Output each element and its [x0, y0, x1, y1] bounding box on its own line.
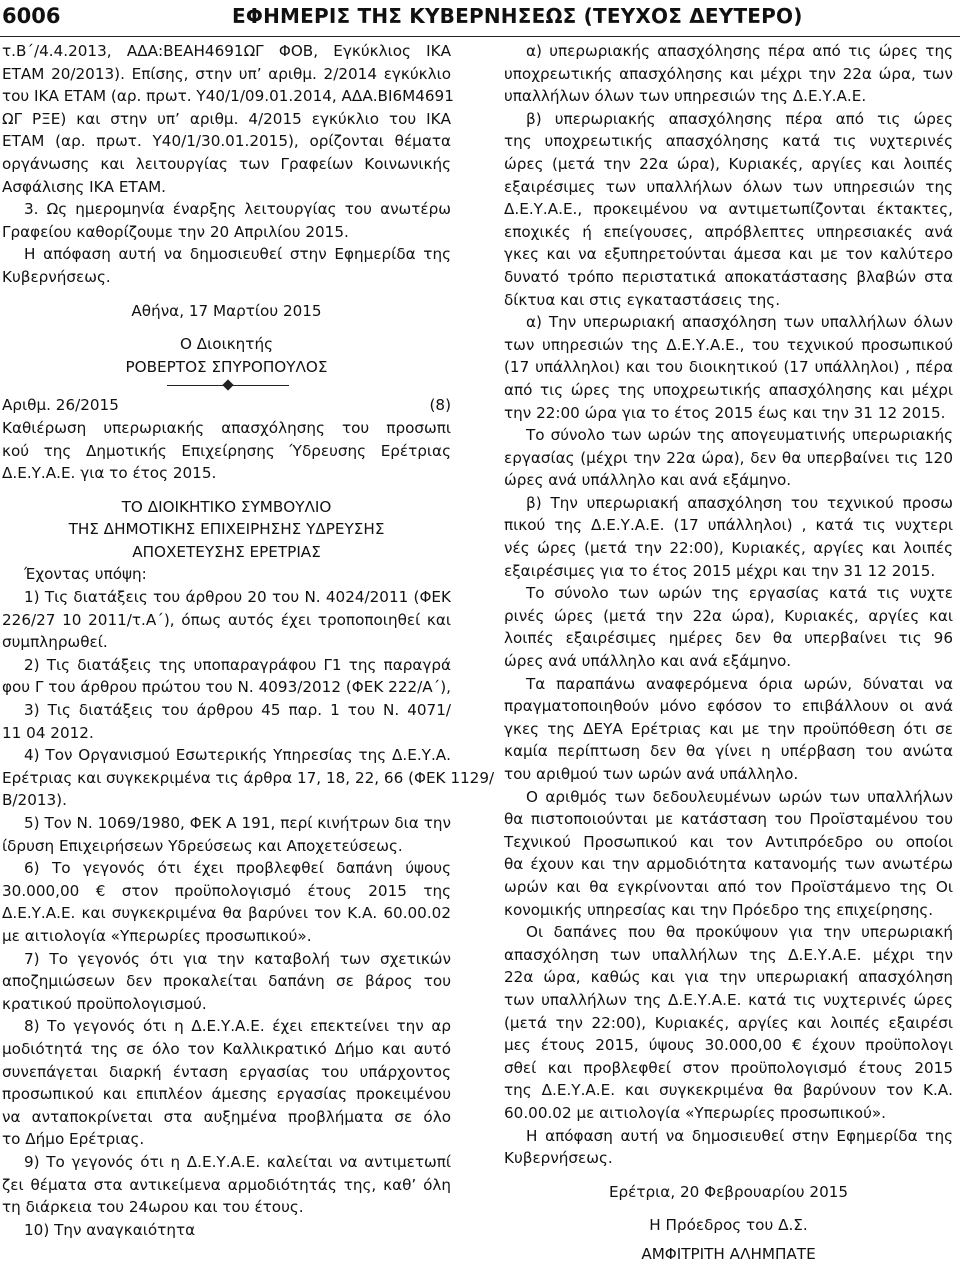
text-line: εξαιρέσιμες για το έτος 2015 μέχρι και την 31 12 2015. [504, 561, 936, 580]
text-line: 11 04 2012. [2, 723, 94, 742]
text-line: Το σύνολο των ωρών της απογευματινής υπερωριακής [526, 426, 953, 445]
text-line: θα πιστοποιούνται με κατάσταση του Προϊσταμένου του [504, 810, 953, 829]
text-line: γκες και να εξυπηρετούνται άμεσα και με τον καλύτερο [504, 245, 953, 264]
text-line: Γραφείου καθορίζουμε την 20 Απριλίου 2015. [2, 222, 349, 241]
prev-signer-title: Ο Διοικητής [179, 335, 273, 354]
decision-seq: (8) [429, 396, 451, 415]
text-line: β) υπερωριακής απασχόλησης πέρα από τις ώρες [526, 109, 953, 128]
text-line: του ΙΚΑ ΕΤΑΜ (αρ. πρωτ. Υ40/1/09.01.2014, ΑΔΑ.ΒΙ6Μ4691 [2, 87, 454, 106]
text-line: εξαιρέσιμες των υπαλλήλων όλων των υπηρεσιών της [504, 177, 953, 196]
text-line: με αιτιολογία «Υπερωρίες προσωπικού». [2, 926, 312, 945]
text-line: 22α ώρα, καθώς και για την υπερωριακή απασχόληση [504, 968, 953, 987]
left-column [2, 40, 495, 1241]
text-line: 10) Την αναγκαιότητα [24, 1220, 196, 1239]
text-line: Β/2013). [2, 791, 67, 810]
text-line: δίκτυα και στις εγκαταστάσεις της. [504, 290, 781, 309]
decision-number: Αριθμ. 26/2015 [2, 396, 119, 415]
text-line: Τεχνικού Προσωπικού και τον Αντιπρόεδρο ου οποίοι [504, 832, 953, 851]
diamond-icon [222, 380, 233, 391]
text-line: των υπηρεσιών της Δ.Ε.Υ.Α.Ε., του τεχνικού προσωπικού [504, 335, 953, 354]
text-line: οργάνωσης και λειτουργίας των Γραφείων Κοινωνικής [2, 154, 451, 173]
text-line: 3) Τις διατάξεις του άρθρου 45 παρ. 1 του Ν. 4071/ [24, 701, 451, 720]
text-line: Το σύνολο των ωρών της εργασίας κατά τις νυχτε [526, 584, 953, 603]
text-line: ώρες (μετά την 22α ώρα), Κυριακές, αργίες και λοιπές [504, 154, 953, 173]
text-line: 8) Το γεγονός ότι η Δ.Ε.Υ.Α.Ε. έχει επεκτείνει την αρ [24, 1017, 451, 1036]
text-line: από τις ώρες της υποχρεωτικής απασχόλησης και μέχρι [504, 380, 953, 399]
text-line: 1) Τις διατάξεις του άρθρου 20 του Ν. 4024/2011 (ΦΕΚ [24, 588, 451, 607]
text-line: σθεί και προβλεφθεί στον προϋπολογισμό έτους 2015 [504, 1058, 953, 1077]
text-line: των υπαλλήλων της Δ.Ε.Υ.Α.Ε. κατά τις νυχτερινές ώρες [504, 990, 953, 1009]
text-line: Δ.Ε.Υ.Α.Ε., προκειμένου να αντιμετωπίζονται έκτακτες, [504, 200, 953, 219]
text-line: 3. Ως ημερομηνία έναρξης λειτουργίας του ανωτέρω [24, 200, 451, 219]
text-line: 6) Το γεγονός ότι έχει προβλεφθεί δαπάνη ύψους [24, 859, 451, 878]
text-line: Οι δαπάνες που θα προκύψουν για την υπερωριακή [526, 923, 953, 942]
prev-place-date: Αθήνα, 17 Μαρτίου 2015 [131, 301, 322, 320]
decision-title-line: Δ.Ε.Υ.Α.Ε. για το έτος 2015. [2, 464, 217, 483]
text-line: κρατικού προϋπολογισμού. [2, 994, 207, 1013]
decision-title-line: κού της Δημοτικής Επιχείρησης Ύδρευσης Ερέτριας [2, 441, 451, 460]
text-line: Κυβερνήσεως. [2, 267, 111, 286]
text-line: της Δ.Ε.Υ.Α.Ε. και συγκεκριμένα θα βαρύνουν τον Κ.Α. [504, 1081, 953, 1100]
text-line: Η απόφαση αυτή να δημοσιευθεί στην Εφημερίδα της [526, 1126, 953, 1145]
prev-signer-name: ΡΟΒΕΡΤΟΣ ΣΠΥΡΟΠΟΥΛΟΣ [125, 357, 328, 376]
text-line: Ασφάλισης ΙΚΑ ΕΤΑΜ. [2, 177, 167, 196]
text-line: ώρες ανά υπάλληλο και ανά εξάμηνο. [504, 471, 792, 490]
decision-header [2, 394, 451, 417]
text-line: συνεπάγεται διαρκή ένταση εργασίας του υπάρχοντος [2, 1062, 451, 1081]
text-line: αποζημιώσεων δεν προκαλείται δαπάνη σε βάρος του [2, 972, 451, 991]
text-line: εποχικές ή επείγουσες, απρόβλεπτες υπηρεσιακές ανά [504, 222, 953, 241]
text-line: πραγματοποιηθούν μόνο εφόσον το επιβάλλουν οι ανά [504, 697, 953, 716]
text-line: ίδρυση Επιχειρήσεων Υδρεύσεως και Αποχετεύσεως. [2, 836, 403, 855]
text-line: α) Την υπερωριακή απασχόληση των υπαλλήλων όλων [526, 313, 953, 332]
text-line: καμία περίπτωση δεν θα γίνει η υπέρβαση του ανώτα [504, 742, 953, 761]
section-divider [2, 378, 451, 394]
text-line: της υποχρεωτικής απασχόλησης κατά τις νυχτερινές [504, 132, 953, 151]
text-line: ωρών και θα εγκρίνονται από τον Προϊστάμενο της Οι [504, 877, 953, 896]
text-line: προσωπικού και επιπλέον άμεσης εργασίας προκειμένου [2, 1085, 451, 1104]
board-heading: ΑΠΟΧΕΤΕΥΣΗΣ ΕΡΕΤΡΙΑΣ [132, 542, 321, 561]
text-line: 9) Το γεγονός ότι η Δ.Ε.Υ.Α.Ε. καλείται να αντιμετωπί [24, 1152, 451, 1171]
text-line: 7) Το γεγονός ότι για την καταβολή των σχετικών [24, 949, 451, 968]
text-line: να ανταποκρίνεται στα αυξημένα προβλήματα σε όλο [2, 1107, 451, 1126]
text-line: 5) Τον Ν. 1069/1980, ΦΕΚ Α 191, περί κινήτρων δια την [24, 814, 451, 832]
text-line: Ο αριθμός των δεδουλευμένων ωρών των υπαλλήλων [526, 787, 953, 806]
text-line: υπαλλήλων όλων των υπηρεσιών της Δ.Ε.Υ.Α.Ε. [504, 87, 867, 106]
text-line: ΕΤΑΜ 20/2013). Επίσης, στην υπ’ αριθμ. 2/2014 εγκύκλιο [2, 64, 451, 83]
text-line: (μετά την 22:00), Κυριακές, αργίες και λοιπές εξαιρέσι [504, 1013, 953, 1032]
text-line: ώρες ανά υπάλληλο και ανά εξάμηνο. [504, 652, 792, 671]
text-line: ΕΤΑΜ (αρ. πρωτ. Υ40/1/30.01.2015), ορίζονται θέματα [2, 132, 451, 151]
text-line: κονομικής υπηρεσίας και την Πρόεδρο της επιχείρησης. [504, 900, 934, 919]
place-date: Ερέτρια, 20 Φεβρουαρίου 2015 [608, 1182, 849, 1201]
page-header [0, 0, 960, 37]
text-line: 226/27 10 2011/τ.Α΄), όπως αυτός έχει τροποποιηθεί και [2, 610, 451, 629]
text-line: α) υπερωριακής απασχόλησης πέρα από τις ώρες της [526, 42, 953, 60]
text-line: δυνατό τρόπο περιστατικά αποκατάστασης βλαβών στα [504, 267, 953, 286]
text-line: τη διάρκεια του 24ωρου και του έτους. [2, 1198, 304, 1217]
text-line: 4) Τον Οργανισμού Εσωτερικής Υπηρεσίας της Δ.Ε.Υ.Α. [24, 746, 451, 765]
page-number: 6006 [2, 4, 61, 28]
text-line: 60.00.02 με αιτιολογία «Υπερωρίες προσωπικού». [504, 1103, 886, 1122]
considering-label: Έχοντας υπόψη: [24, 565, 147, 584]
text-line: ρινές ώρες (μετά την 22α ώρα), Κυριακές, αργίες και [504, 606, 953, 625]
right-column [504, 40, 953, 1265]
text-line: απασχόληση των υπαλλήλων της Δ.Ε.Υ.Α.Ε. μέχρι την [504, 945, 953, 964]
text-line: (17 υπάλληλοι) και του διοικητικού (17 υπάλληλοι) , πέρα [504, 358, 953, 377]
text-line: την 22:00 ώρα για το έτος 2015 έως και την 31 12 2015. [504, 403, 946, 422]
text-line: εργασίας (μέχρι την 22α ώρα), δεν θα υπερβαίνει τις 120 [504, 448, 953, 467]
text-line: το Δήμο Ερέτριας. [2, 1130, 145, 1149]
text-line: του αριθμού των ωρών ανά υπάλληλο. [504, 765, 799, 783]
text-line: λοιπές εξαιρέσιμες ημέρες δεν θα υπερβαίνει τις 96 [504, 629, 953, 648]
text-line: ΩΓ ΡΞΕ) και στην υπ’ αριθμ. 4/2015 εγκύκλιο του ΙΚΑ [2, 109, 451, 128]
text-line: 2) Τις διατάξεις της υποπαραγράφου Γ1 της παραγρά [24, 655, 451, 674]
text-line: υποχρεωτικής απασχόλησης και μέχρι την 22α ώρα, των [504, 64, 953, 83]
text-line: νές ώρες (μετά την 22:00), Κυριακές, αργίες και λοιπές [504, 539, 953, 558]
text-line: Κυβερνήσεως. [504, 1149, 613, 1168]
text-line: φου Γ του άρθρου πρώτου του Ν. 4093/2012 (ΦΕΚ 222/Α΄), [2, 678, 451, 697]
text-line: β) Την υπερωριακή απασχόληση του τεχνικού προσω [526, 493, 953, 512]
text-line: Ερέτριας και συγκεκριμένα τις άρθρα 17, 18, 22, 66 (ΦΕΚ 1129/ [2, 768, 495, 787]
text-line: Δ.Ε.Υ.Α.Ε. και συγκεκριμένα θα βαρύνει τον Κ.Α. 60.00.02 [2, 904, 451, 923]
text-line: γκες της ΔΕΥΑ Ερέτριας και με την προϋπόθεση ότι σε [504, 719, 953, 738]
text-line: συμπληρωθεί. [2, 633, 108, 652]
text-line: θα έχουν και την αρμοδιότητα κατανομής των ανωτέρω [504, 855, 953, 874]
text-line: ζει θέματα στα αντικείμενα αρμοδιότητάς της, καθ’ όλη [2, 1175, 451, 1194]
text-line: μες έτους 2015, ύψους 30.000,00 € έχουν προϋπολογι [504, 1036, 953, 1055]
signer-name: ΑΜΦΙΤΡΙΤΗ ΑΛΗΜΠΑΤΕ [641, 1244, 816, 1263]
decision-title-line: Καθιέρωση υπερωριακής απασχόλησης του προσωπι [2, 418, 451, 437]
text-line: Τα παραπάνω αναφερόμενα όρια ωρών, δύναται να [526, 674, 953, 693]
text-line: μοδιότητά της σε όλο τον Καλλικρατικό Δήμο και αυτό [2, 1039, 451, 1058]
text-line: πικού της Δ.Ε.Υ.Α.Ε. (17 υπάλληλοι) , κατά τις νυχτερι [504, 516, 953, 535]
board-heading: ΤΟ ΔΙΟΙΚΗΤΙΚΟ ΣΥΜΒΟΥΛΙΟ [121, 497, 332, 516]
signer-title: Η Πρόεδρος του Δ.Σ. [649, 1216, 808, 1235]
board-heading: ΤΗΣ ΔΗΜΟΤΙΚΗΣ ΕΠΙΧΕΙΡΗΣΗΣ ΥΔΡΕΥΣΗΣ [68, 520, 385, 539]
gazette-title: ΕΦΗΜΕΡΙΣ ΤΗΣ ΚΥΒΕΡΝΗΣΕΩΣ (ΤΕΥΧΟΣ ΔΕΥΤΕΡΟ) [232, 4, 803, 28]
text-line: τ.Β΄/4.4.2013, ΑΔΑ:ΒΕΑΗ4691ΩΓ ΦΟΒ, Εγκύκλιος ΙΚΑ [2, 42, 451, 60]
text-line: 30.000,00 € στον προϋπολογισμό έτους 2015 της [2, 881, 451, 900]
text-line: Η απόφαση αυτή να δημοσιευθεί στην Εφημερίδα της [24, 245, 451, 264]
